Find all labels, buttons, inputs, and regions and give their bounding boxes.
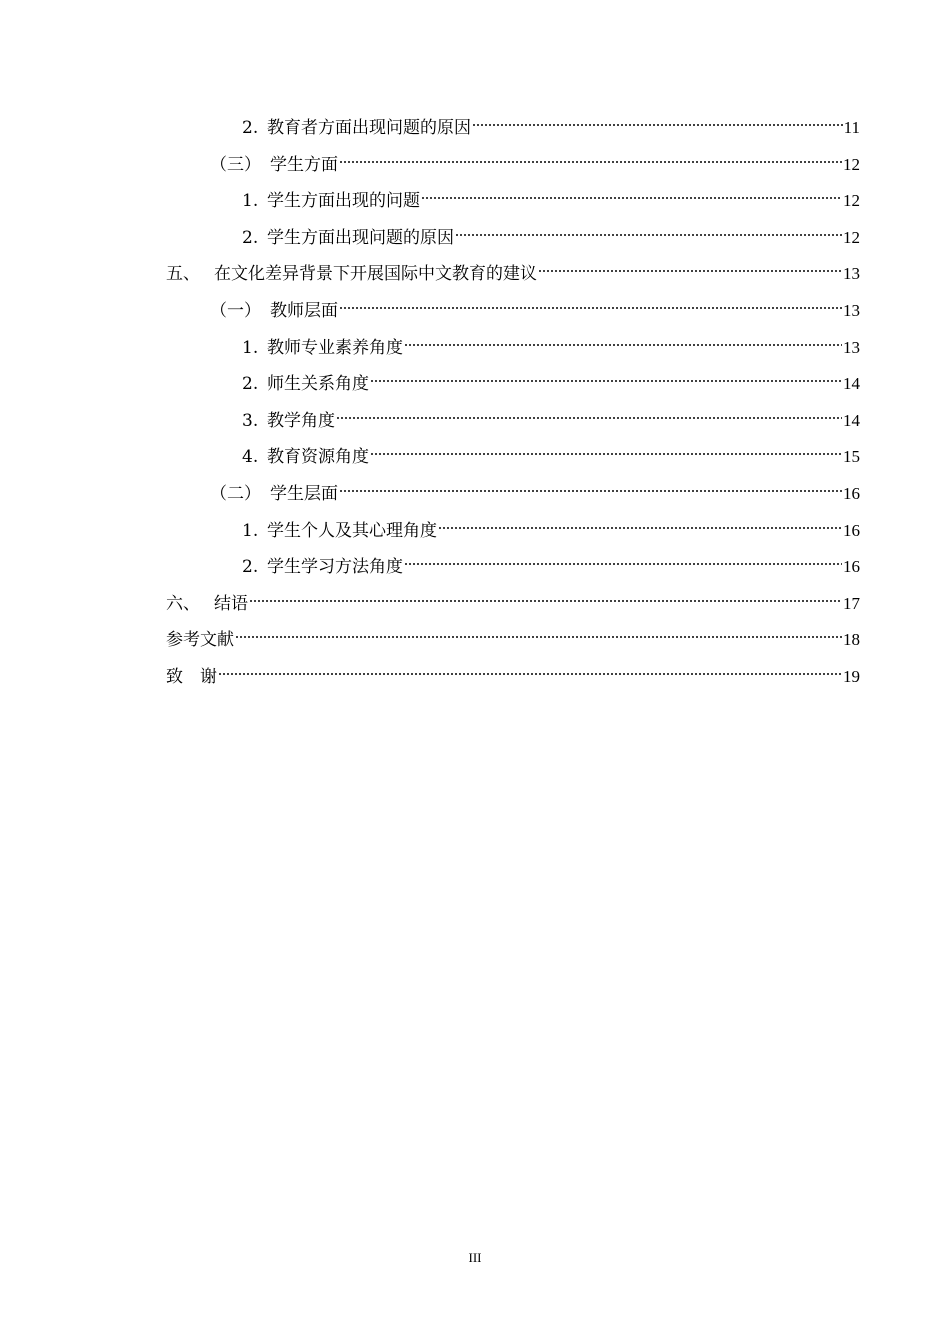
toc-entry-title: 致 谢: [166, 666, 217, 687]
toc-entry-title: 教育者方面出现问题的原因: [267, 118, 471, 138]
toc-entry-number: 1.: [242, 191, 259, 212]
toc-entry-page: 13: [843, 264, 860, 284]
toc-entry-title: 教师专业素养角度: [267, 337, 403, 358]
toc-entry-page: 12: [843, 191, 860, 211]
toc-entry-number: 2.: [242, 227, 259, 248]
toc-entry-page: 13: [843, 337, 860, 357]
toc-entry-title: 在文化差异背景下开展国际中文教育的建议: [214, 264, 537, 285]
toc-entry-title: 学生方面出现问题的原因: [267, 227, 454, 248]
toc-entry-title: 学生学习方法角度: [267, 557, 403, 578]
toc-entry-number: 五、: [166, 264, 200, 285]
toc-entry-page: 11: [843, 118, 860, 137]
dot-leader: [438, 524, 842, 532]
toc-entry-page: 19: [843, 666, 860, 686]
toc-entry-number: 1.: [242, 520, 259, 541]
toc-entry-title: 学生层面: [270, 483, 338, 504]
toc-entry-number: 六、: [166, 593, 200, 614]
dot-leader: [370, 377, 842, 385]
dot-leader: [339, 158, 842, 166]
toc-entry-page: 16: [843, 520, 860, 540]
toc-entry[interactable]: [166, 586, 860, 623]
toc-entry-title: 学生方面出现的问题: [267, 191, 420, 212]
toc-entry-page: 18: [843, 630, 860, 650]
toc-entry[interactable]: [166, 476, 860, 513]
toc-entry-page: 14: [843, 374, 860, 394]
table-of-contents: [166, 110, 860, 696]
dot-leader: [421, 194, 842, 202]
toc-entry-page: 15: [843, 447, 860, 467]
page-footer-number: III: [468, 1250, 482, 1265]
dot-leader: [472, 121, 843, 129]
toc-entry-number: 3.: [242, 410, 259, 431]
toc-entry-title: 教育资源角度: [267, 447, 369, 468]
toc-entry-title: 教学角度: [267, 410, 335, 431]
toc-entry[interactable]: [166, 110, 860, 147]
toc-entry[interactable]: [166, 622, 860, 659]
toc-entry[interactable]: [166, 366, 860, 403]
toc-entry-page: 12: [843, 227, 860, 247]
toc-entry-number: 2.: [242, 118, 259, 138]
toc-entry[interactable]: [166, 330, 860, 367]
toc-entry-page: 13: [843, 300, 860, 320]
toc-entry[interactable]: [166, 659, 860, 696]
dot-leader: [538, 267, 842, 275]
toc-entry[interactable]: [166, 403, 860, 440]
toc-entry-title: 师生关系角度: [267, 374, 369, 395]
toc-entry-page: 16: [843, 483, 860, 503]
toc-entry-page: 16: [843, 557, 860, 577]
toc-entry-title: 学生个人及其心理角度: [267, 520, 437, 541]
toc-entry[interactable]: [166, 183, 860, 220]
toc-entry[interactable]: [166, 220, 860, 257]
dot-leader: [455, 231, 842, 239]
toc-entry-page: 14: [843, 410, 860, 430]
toc-entry[interactable]: [166, 549, 860, 586]
toc-entry-title: 结语: [214, 593, 248, 614]
toc-entry-title: 参考文献: [166, 630, 234, 651]
toc-entry[interactable]: [166, 439, 860, 476]
toc-entry[interactable]: [166, 147, 860, 184]
dot-leader: [370, 450, 842, 458]
dot-leader: [249, 597, 842, 605]
toc-entry[interactable]: [166, 293, 860, 330]
toc-entry[interactable]: [166, 513, 860, 550]
dot-leader: [218, 670, 842, 678]
toc-entry-number: （二）: [210, 483, 261, 504]
toc-entry-number: （一）: [210, 300, 261, 321]
dot-leader: [404, 341, 842, 349]
toc-entry-title: 教师层面: [270, 300, 338, 321]
toc-entry[interactable]: [166, 256, 860, 293]
dot-leader: [339, 304, 842, 312]
toc-entry-number: 2.: [242, 557, 259, 578]
toc-entry-number: 4.: [242, 447, 259, 468]
dot-leader: [336, 414, 842, 422]
dot-leader: [404, 560, 842, 568]
toc-entry-number: 1.: [242, 337, 259, 358]
toc-entry-title: 学生方面: [270, 154, 338, 175]
toc-entry-page: 12: [843, 154, 860, 174]
toc-entry-number: 2.: [242, 374, 259, 395]
dot-leader: [339, 487, 842, 495]
dot-leader: [235, 633, 842, 641]
toc-entry-page: 17: [843, 593, 860, 613]
toc-entry-number: （三）: [210, 154, 261, 175]
